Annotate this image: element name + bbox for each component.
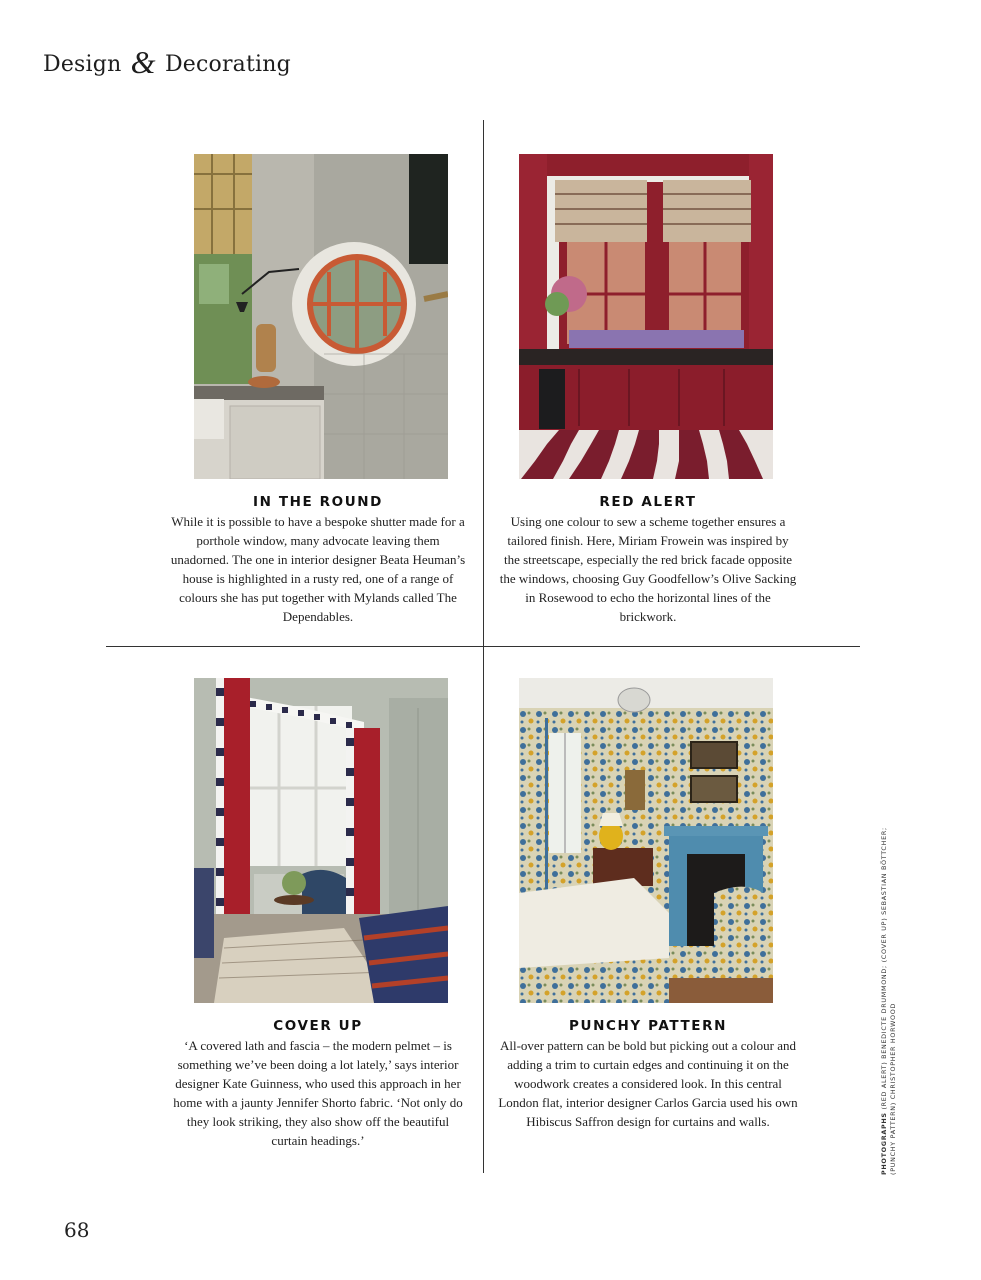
feature-body: All-over pattern can be bold but picking out a colour and adding a trim to curtain edges and continuing it on the woodwork creates a considered look. In this central London flat, interior designer Carlos Garcia used his own Hibiscus Saffron design for curtains and walls.	[498, 1038, 798, 1129]
feature-title: RED ALERT	[599, 494, 697, 510]
photo-red-kitchen	[519, 154, 773, 479]
feature-title: COVER UP	[273, 1018, 363, 1034]
feature-title: PUNCHY PATTERN	[569, 1018, 727, 1034]
feature-title: IN THE ROUND	[253, 494, 383, 510]
photo-porthole-kitchen	[194, 154, 448, 479]
photo-punchy-pattern-bedroom	[519, 678, 773, 1003]
photo-credit-lead: PHOTOGRAPHS	[880, 1112, 888, 1175]
ampersand-glyph: &	[130, 44, 156, 80]
section-header-design: Design	[43, 52, 122, 77]
feature-cover-up	[168, 1017, 468, 1150]
feature-in-the-round	[168, 493, 468, 626]
grid-divider-horizontal	[106, 646, 860, 647]
feature-punchy-pattern	[498, 1017, 798, 1131]
photo-credit-text: (RED ALERT) BENEDICTE DRUMMOND; (COVER UP) SEBASTIAN BÖTTCHER; (PUNCHY PATTERN) CHRISTOPHER HORWOOD	[880, 827, 897, 1175]
feature-body: Using one colour to sew a scheme together ensures a tailored finish. Here, Miriam Frowein was inspired by the streetscape, especially the red brick facade opposite the windows, choosing Guy Goodfellow’s Olive Sacking in Rosewood to echo the horizontal lines of the brickwork.	[499, 514, 797, 624]
section-header	[43, 44, 291, 80]
feature-body: ‘A covered lath and fascia – the modern pelmet – is something we’ve been doing a lot lately,’ says interior designer Kate Guinness, who used this approach in her home with a jaunty Jennifer Shorto fabric. ‘Not only do they look striking, they also show off the beautiful curtain headings.’	[173, 1038, 463, 1148]
feature-body: While it is possible to have a bespoke shutter made for a porthole window, many advocate leaving them unadorned. The one in interior designer Beata Heuman’s house is highlighted in a rusty red, one of a range of colours she has put together with Mylands called The Dependables.	[170, 514, 466, 624]
section-header-decorating: Decorating	[164, 52, 291, 77]
photo-cover-up-bedroom	[194, 678, 448, 1003]
feature-red-alert	[498, 493, 798, 626]
page-number: 68	[64, 1218, 90, 1242]
photo-credit	[880, 815, 898, 1175]
